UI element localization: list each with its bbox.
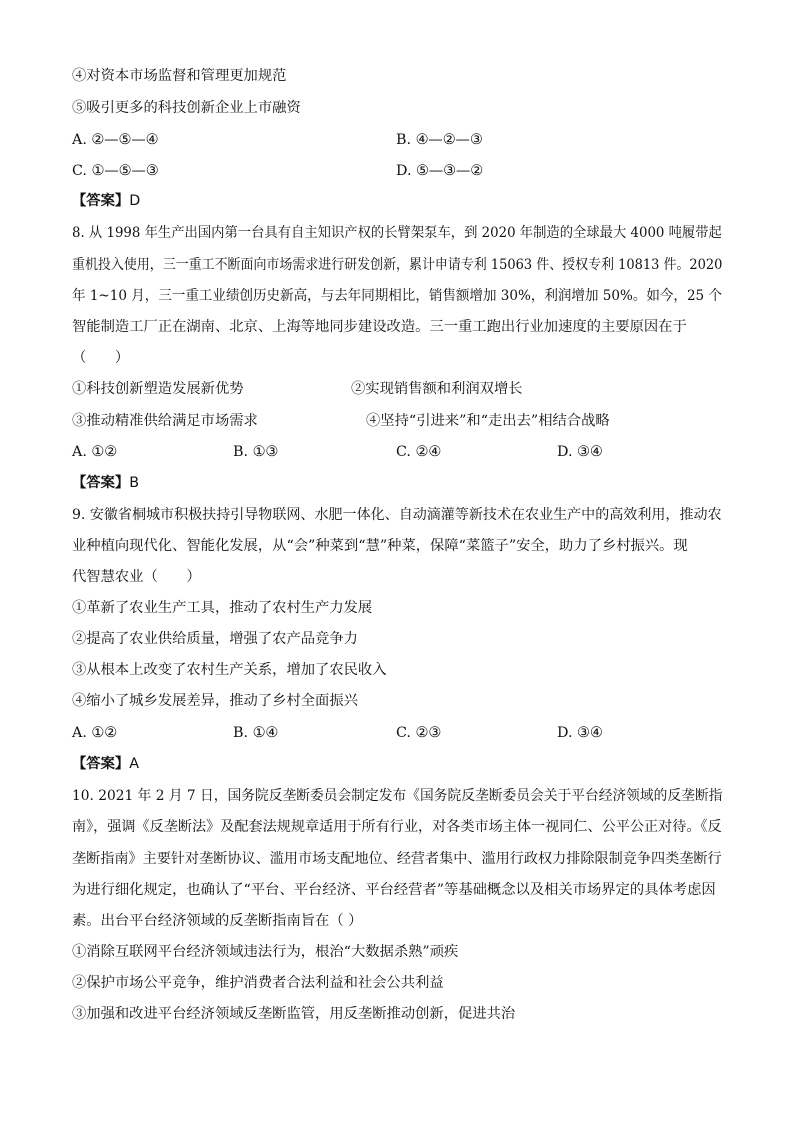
q8-stem-line-2: 重机投入使用，三一重工不断面向市场需求进行研发创新，累计申请专利 15063 件、授权专利 10813 件。2020 (72, 257, 723, 273)
q9-answer (72, 754, 139, 774)
q10-stem-line-1: 10. 2021 年 2 月 7 日，国务院反垄断委员会制定发布《国务院反垄断委员会关于平台经济领域的反垄断指 (72, 788, 723, 804)
q10-stem-line-3: 垄断指南》主要针对垄断协议、滥用市场支配地位、经营者集中、滥用行政权力排除限制竞争四类垄断行 (72, 851, 722, 867)
q8-choice-b: B. ①③ (233, 444, 279, 460)
q7-choice-c: C. ①—⑤—③ (72, 163, 159, 179)
q9-stem-line-1: 9. 安徽省桐城市积极扶持引导物联网、水肥一体化、自动滴灌等新技术在农业生产中的高效利用，推动农 (72, 507, 722, 523)
q10-stem-line-5: 素。出台平台经济领域的反垄断指南旨在（ ） (72, 913, 363, 929)
q9-option-2: ②提高了农业供给质量，增强了农产品竞争力 (72, 631, 358, 647)
q7-option-5: ⑤吸引更多的科技创新企业上市融资 (72, 100, 301, 116)
q8-option-4: ④坚持“引进来”和“走出去”相结合战略 (366, 413, 610, 429)
q9-choice-a: A. ①② (72, 725, 118, 741)
q8-choice-a: A. ①② (72, 444, 118, 460)
q7-choice-b: B. ④—②—③ (396, 132, 483, 148)
q9-option-1: ①革新了农业生产工具，推动了农村生产力发展 (72, 600, 373, 616)
q9-choice-c: C. ②③ (396, 725, 442, 741)
q8-option-1: ①科技创新塑造发展新优势 (72, 381, 244, 397)
q10-stem-line-4: 为进行细化规定，也确认了“平台、平台经济、平台经营者”等基础概念以及相关市场界定的具体考虑因 (72, 882, 716, 898)
q10-option-1: ①消除互联网平台经济领域违法行为，根治“大数据杀熟”顽疾 (72, 944, 459, 960)
answer-value: B (129, 475, 139, 491)
q8-option-2: ②实现销售额和利润双增长 (351, 381, 523, 397)
q10-option-2: ②保护市场公平竞争，维护消费者合法利益和社会公共利益 (72, 975, 444, 991)
q10-stem-line-2: 南》，强调《反垄断法》及配套法规规章适用于所有行业，对各类市场主体一视同仁、公平公正对待。《反 (72, 819, 722, 835)
q7-answer (72, 191, 140, 211)
answer-tag: 【答案】 (72, 756, 130, 772)
q9-choice-d: D. ③④ (557, 725, 603, 741)
q7-option-4: ④对资本市场监督和管理更加规范 (72, 68, 287, 84)
q8-answer-blank: （ ） (72, 350, 130, 366)
q8-stem-line-1: 8. 从 1998 年生产出国内第一台具有自主知识产权的长臂架泵车，到 2020 年制造的全球最大 4000 吨履带起 (72, 225, 722, 241)
q7-choice-a: A. ②—⑤—④ (72, 132, 159, 148)
answer-tag: 【答案】 (72, 475, 130, 491)
answer-value: D (129, 193, 141, 209)
q9-choice-b: B. ①④ (233, 725, 279, 741)
q8-option-3: ③推动精准供给满足市场需求 (72, 413, 258, 429)
q8-stem-line-4: 智能制造工厂正在湖南、北京、上海等地同步建设改造。三一重工跑出行业加速度的主要原因在于 (72, 319, 687, 335)
answer-tag: 【答案】 (72, 193, 130, 209)
q8-choice-d: D. ③④ (557, 444, 603, 460)
q7-choice-d: D. ⑤—③—② (396, 163, 484, 179)
q9-option-4: ④缩小了城乡发展差异，推动了乡村全面振兴 (72, 693, 358, 709)
q8-choice-c: C. ②④ (396, 444, 442, 460)
q9-stem-line-2: 业种植向现代化、智能化发展，从“会”种菜到“慧”种菜，保障“菜篮子”安全，助力了乡村振兴。现 (72, 538, 688, 554)
q8-answer (72, 473, 139, 493)
q9-stem-line-3: 代智慧农业（ ） (72, 569, 201, 585)
q10-option-3: ③加强和改进平台经济领域反垄断监管，用反垄断推动创新，促进共治 (72, 1006, 516, 1022)
q8-stem-line-3: 年 1~10 月，三一重工业绩创历史新高，与去年同期相比，销售额增加 30%，利润增加 50%。如今，25 个 (72, 288, 722, 304)
answer-value: A (129, 756, 139, 772)
q9-option-3: ③从根本上改变了农村生产关系，增加了农民收入 (72, 662, 387, 678)
